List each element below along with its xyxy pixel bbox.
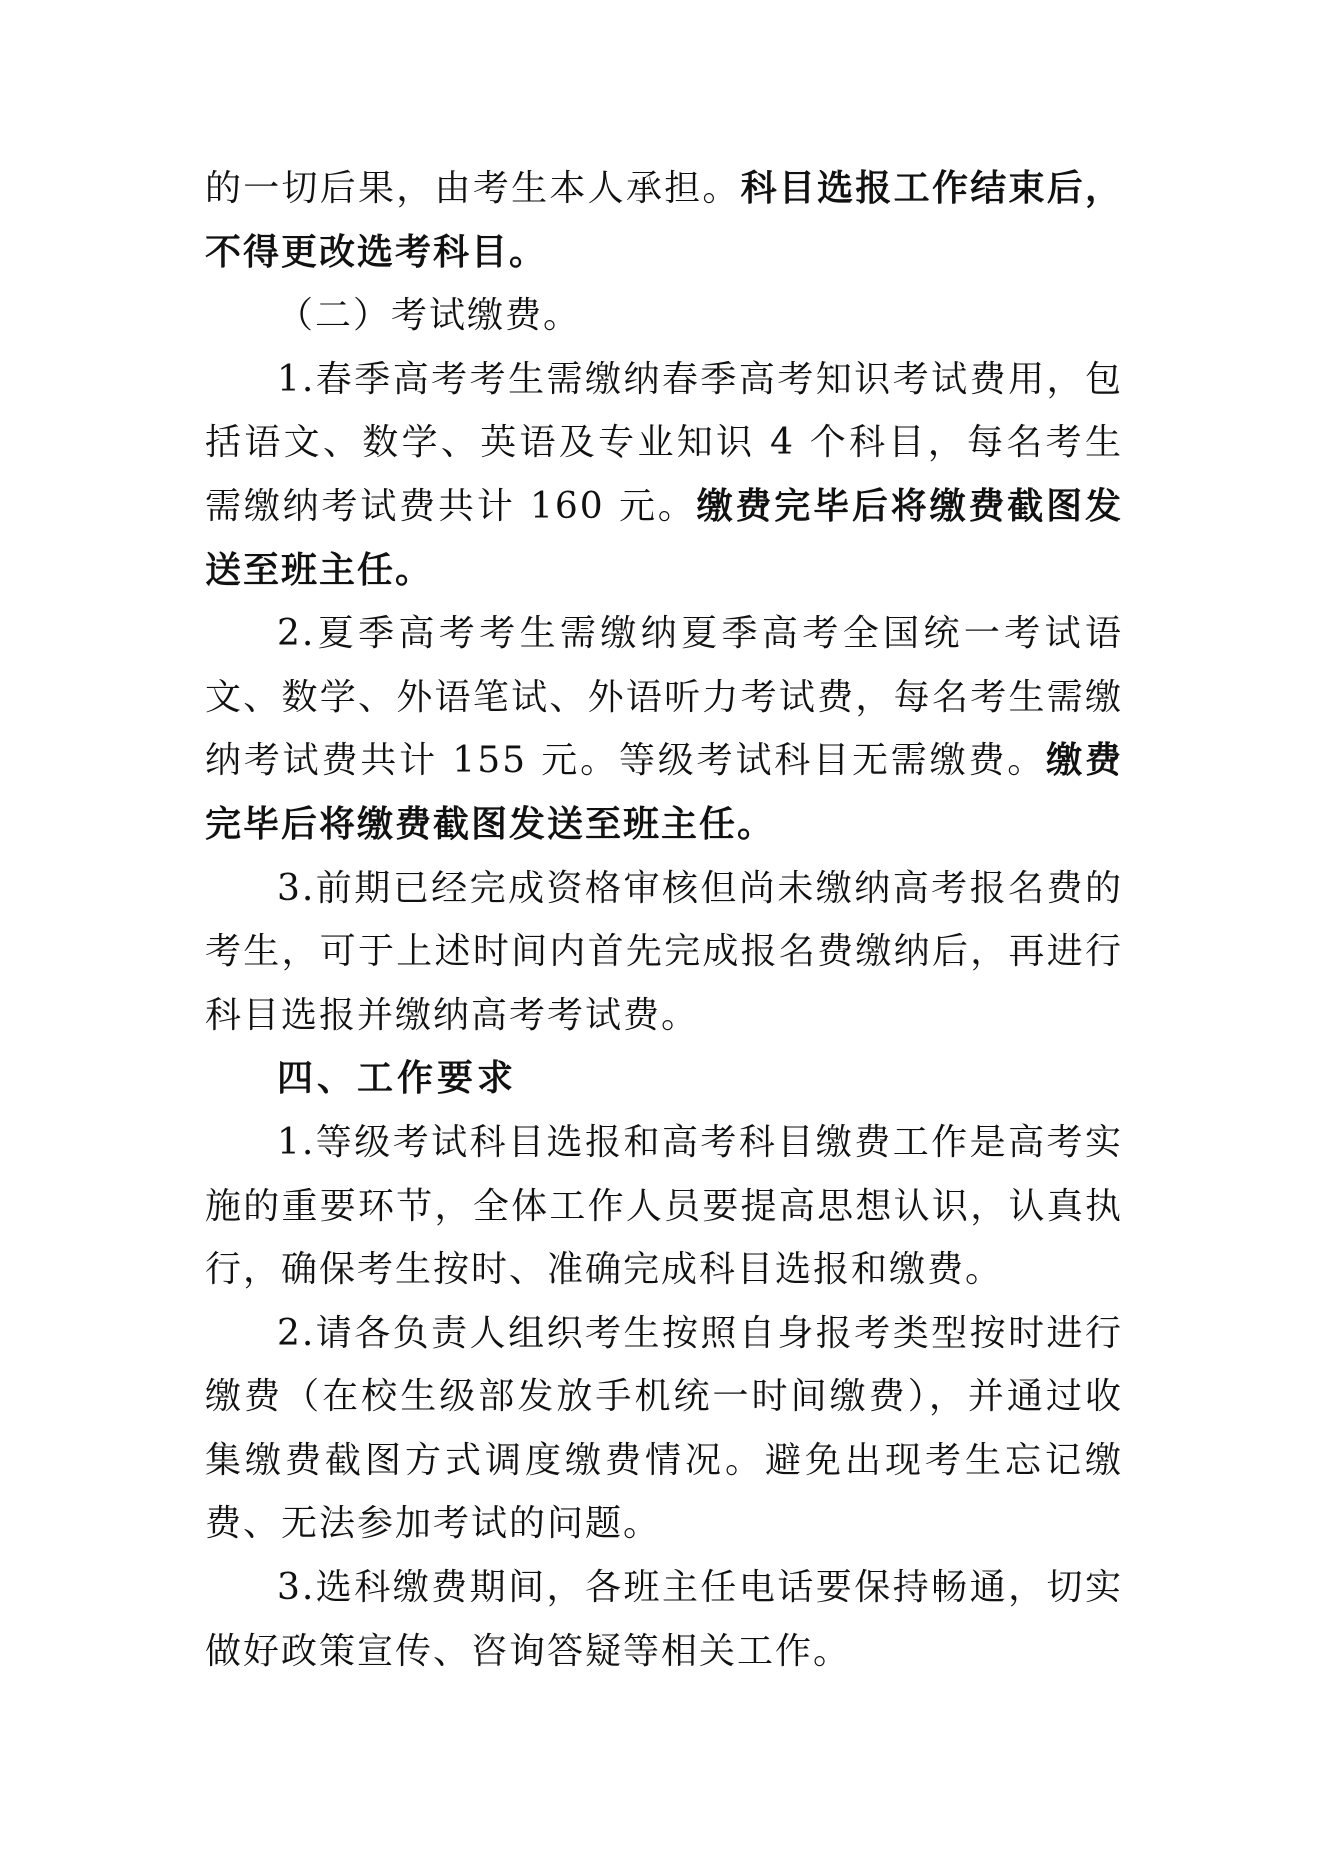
spring-fee-instruction: 缴费完毕后将缴费截图发送至班主任。	[205, 485, 1123, 591]
summer-fee-text: 2.夏季高考考生需缴纳夏季高考全国统一考试语文、数学、外语笔试、外语听力考试费，每名考生需缴纳考试费共计 155 元。等级考试科目无需缴费。	[205, 613, 1123, 782]
paragraph-registration-fee: 3.前期已经完成资格审核但尚未缴纳高考报名费的考生，可于上述时间内首先完成报名费缴纳后，再进行科目选报并缴纳高考考试费。	[205, 867, 1123, 1036]
summer-fee-instruction: 缴费完毕后将缴费截图发送至班主任。	[205, 740, 1123, 845]
paragraph-consequences	[205, 157, 1123, 284]
paragraph-spring-fee	[205, 348, 1123, 602]
paragraph-requirement-3: 3.选科缴费期间，各班主任电话要保持畅通，切实做好政策宣传、咨询答疑等相关工作。	[205, 1567, 1123, 1672]
subheading-exam-fee: （二）考试缴费。	[277, 295, 582, 337]
section-heading-requirements: 四、工作要求	[277, 1058, 518, 1100]
paragraph-summer-fee	[205, 602, 1123, 856]
paragraph-requirement-1: 1.等级考试科目选报和高考科目缴费工作是高考实施的重要环节，全体工作人员要提高思想认识，认真执行，确保考生按时、准确完成科目选报和缴费。	[205, 1121, 1123, 1291]
document-page	[205, 157, 1123, 1683]
consequences-text: 的一切后果，由考生本人承担。	[205, 168, 741, 209]
spring-fee-text: 1.春季高考考生需缴纳春季高考知识考试费用，包括语文、数学、英语及专业知识 4 个科目，每名考生需缴纳考试费共计 160 元。	[205, 358, 1123, 527]
no-change-notice: 科目选报工作结束后，不得更改选考科目。	[205, 168, 1123, 273]
paragraph-requirement-2: 2.请各负责人组织考生按照自身报考类型按时进行缴费（在校生级部发放手机统一时间缴费），并通过收集缴费截图方式调度缴费情况。避免出现考生忘记缴费、无法参加考试的问题。	[205, 1312, 1123, 1545]
